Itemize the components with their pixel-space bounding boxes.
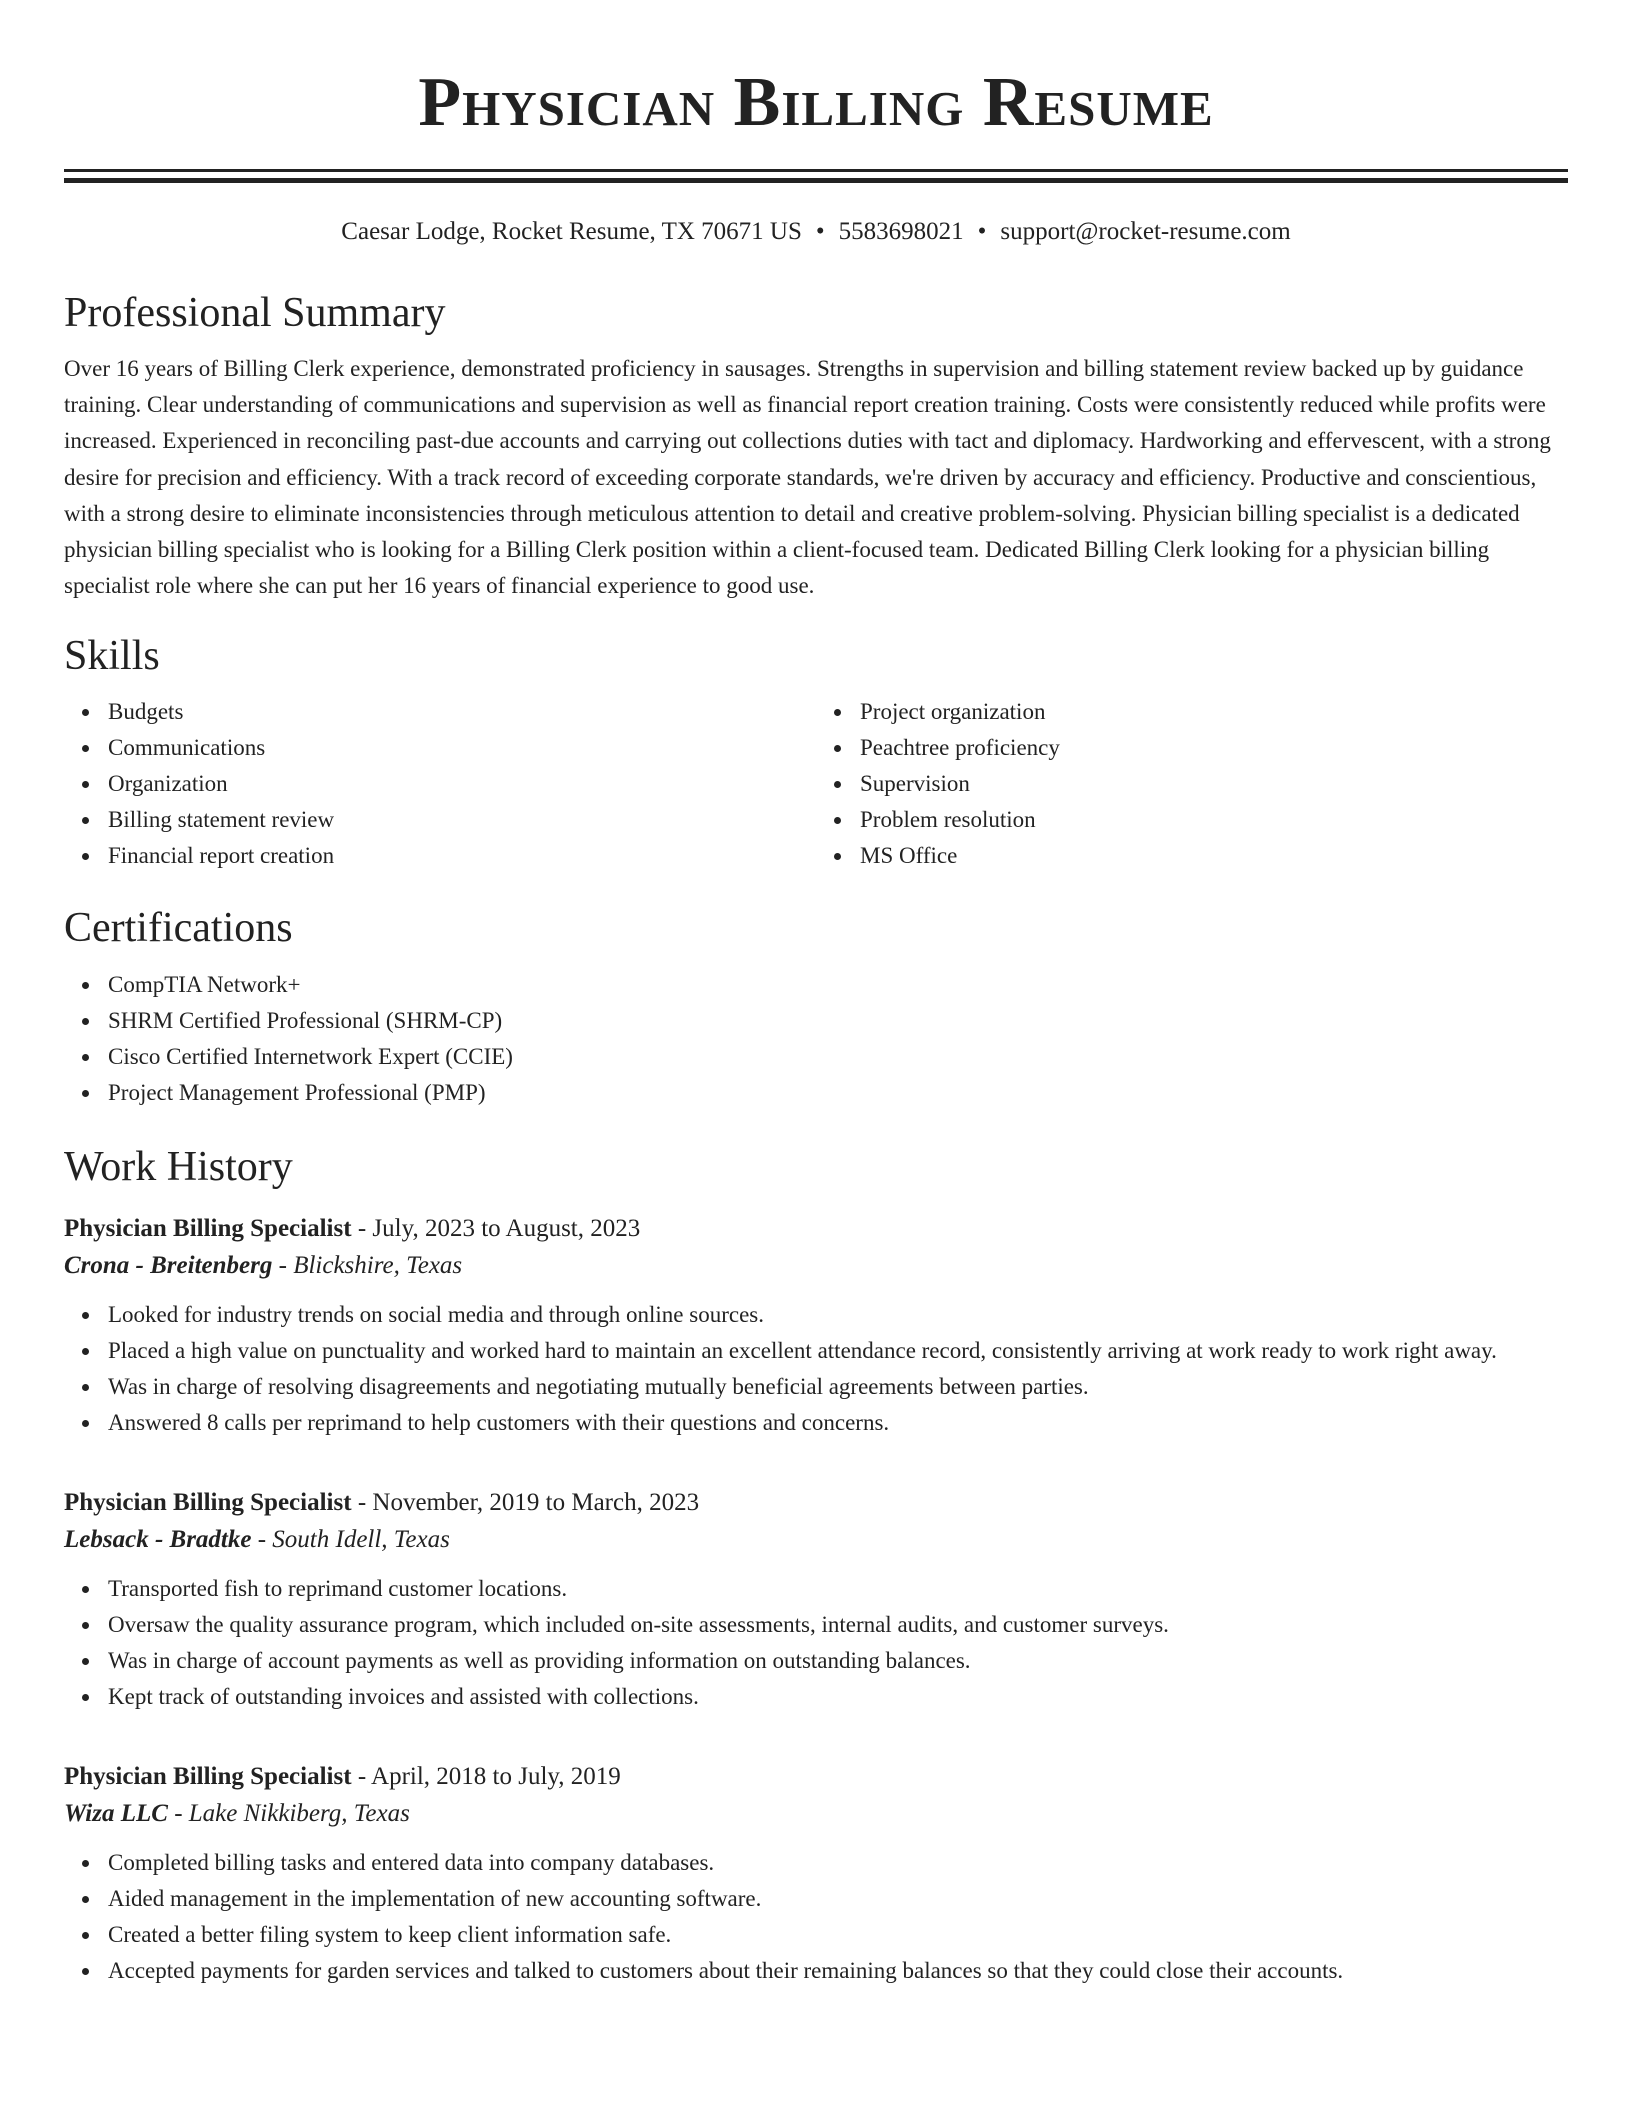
certifications-section [64,902,1568,1111]
job-bullet: Accepted payments for garden services and talked to customers about their remaining balances so that they could close their accounts. [108,1953,1568,1989]
job-bullet: Placed a high value on punctuality and worked hard to maintain an excellent attendance record, consistently arriving at work ready to work right away. [108,1333,1568,1369]
job-title: Physician Billing Specialist [64,1489,352,1517]
job-dash: - [357,1215,367,1243]
job-company-line [64,1247,1568,1285]
job-location: Lake Nikkiberg, Texas [188,1800,410,1828]
certifications-list [64,967,1568,1111]
job-company: Wiza LLC [64,1800,168,1828]
job-bullet: Was in charge of resolving disagreements and negotiating mutually beneficial agreements between parties. [108,1369,1568,1405]
skills-column-left [64,694,816,874]
skill-item: Project organization [860,694,1568,730]
certification-item: Cisco Certified Internetwork Expert (CCIE) [108,1039,1568,1075]
certification-item: Project Management Professional (PMP) [108,1075,1568,1111]
job-location: South Idell, Texas [272,1526,450,1554]
skill-item: Supervision [860,766,1568,802]
skill-item: Billing statement review [108,802,816,838]
skills-list-right [816,694,1568,874]
summary-section [64,287,1568,604]
job-bullets [64,1297,1568,1441]
job-bullet: Created a better filing system to keep client information safe. [108,1917,1568,1953]
contact-line [64,215,1568,249]
job-dates: November, 2019 to March, 2023 [372,1489,700,1517]
skill-item: Budgets [108,694,816,730]
skill-item: Communications [108,730,816,766]
skills-grid [64,694,1568,874]
title-divider-thin [64,169,1568,172]
job-bullet: Answered 8 calls per reprimand to help customers with their questions and concerns. [108,1405,1568,1441]
work-history-section [64,1141,1568,1989]
job-dates: July, 2023 to August, 2023 [372,1215,641,1243]
job-bullet: Transported fish to reprimand customer locations. [108,1571,1568,1607]
contact-email: support@rocket-resume.com [1000,218,1291,245]
job-title-line [64,1211,1568,1247]
work-history-heading: Work History [64,1144,293,1191]
job-bullets [64,1845,1568,1989]
skill-item: Peachtree proficiency [860,730,1568,766]
skill-item: Financial report creation [108,838,816,874]
summary-heading: Professional Summary [64,290,446,336]
job-bullet: Oversaw the quality assurance program, which included on-site assessments, internal audits, and customer surveys. [108,1607,1568,1643]
job-title-line [64,1485,1568,1521]
job-title: Physician Billing Specialist [64,1763,352,1791]
job-dash: - [278,1252,287,1280]
job-company-line [64,1795,1568,1833]
skill-item: MS Office [860,838,1568,874]
certifications-heading: Certifications [64,905,293,952]
skill-item: Problem resolution [860,802,1568,838]
skills-list-left [64,694,816,874]
contact-separator: • [815,218,825,245]
job-location: Blickshire, Texas [293,1252,463,1280]
contact-address: Caesar Lodge, Rocket Resume, TX 70671 US [341,218,802,245]
job-bullet: Completed billing tasks and entered data into company databases. [108,1845,1568,1881]
resume-title: Physician Billing Resume [418,64,1214,141]
contact-phone: 5583698021 [838,218,964,245]
summary-text: Over 16 years of Billing Clerk experience, demonstrated proficiency in sausages. Strengths in supervision and billing statement review backed up by guidance training. Clear understanding of communications and supervision as well as financial report creation training. Costs were consistently reduced while profits were increased. Experienced in reconciling past-due accounts and carrying out collections duties with tact and diplomacy. Hardworking and effervescent, with a strong desire for precision and efficiency. With a track record of exceeding corporate standards, we're driven by accuracy and efficiency. Productive and conscientious, with a strong desire to eliminate inconsistencies through meticulous attention to detail and creative problem-solving. Physician billing specialist is a dedicated physician billing specialist who is looking for a Billing Clerk position within a client-focused team. Dedicated Billing Clerk looking for a physician billing specialist role where she can put her 16 years of financial experience to good use. [64,356,1551,599]
skills-heading: Skills [64,633,160,680]
job-title-line [64,1759,1568,1795]
job-bullet: Kept track of outstanding invoices and assisted with collections. [108,1679,1568,1715]
skills-section [64,630,1568,874]
job-entry [64,1759,1568,1989]
job-title: Physician Billing Specialist [64,1215,352,1243]
title-divider-thick [64,178,1568,183]
certification-item: SHRM Certified Professional (SHRM-CP) [108,1003,1568,1039]
job-dash: - [357,1489,367,1517]
job-bullet: Was in charge of account payments as well as providing information on outstanding balances. [108,1643,1568,1679]
job-company-line [64,1521,1568,1559]
job-dates: April, 2018 to July, 2019 [371,1763,621,1791]
job-bullet: Aided management in the implementation of new accounting software. [108,1881,1568,1917]
job-entry [64,1485,1568,1715]
job-dash: - [257,1526,267,1554]
job-bullet: Looked for industry trends on social media and through online sources. [108,1297,1568,1333]
certification-item: CompTIA Network+ [108,967,1568,1003]
job-dash: - [357,1763,367,1791]
job-company: Lebsack - Bradtke [64,1526,252,1554]
job-dash: - [174,1800,183,1828]
skills-column-right [816,694,1568,874]
job-entry [64,1211,1568,1441]
job-bullets [64,1571,1568,1715]
job-company: Crona - Breitenberg [64,1252,273,1280]
contact-separator: • [977,218,987,245]
skill-item: Organization [108,766,816,802]
